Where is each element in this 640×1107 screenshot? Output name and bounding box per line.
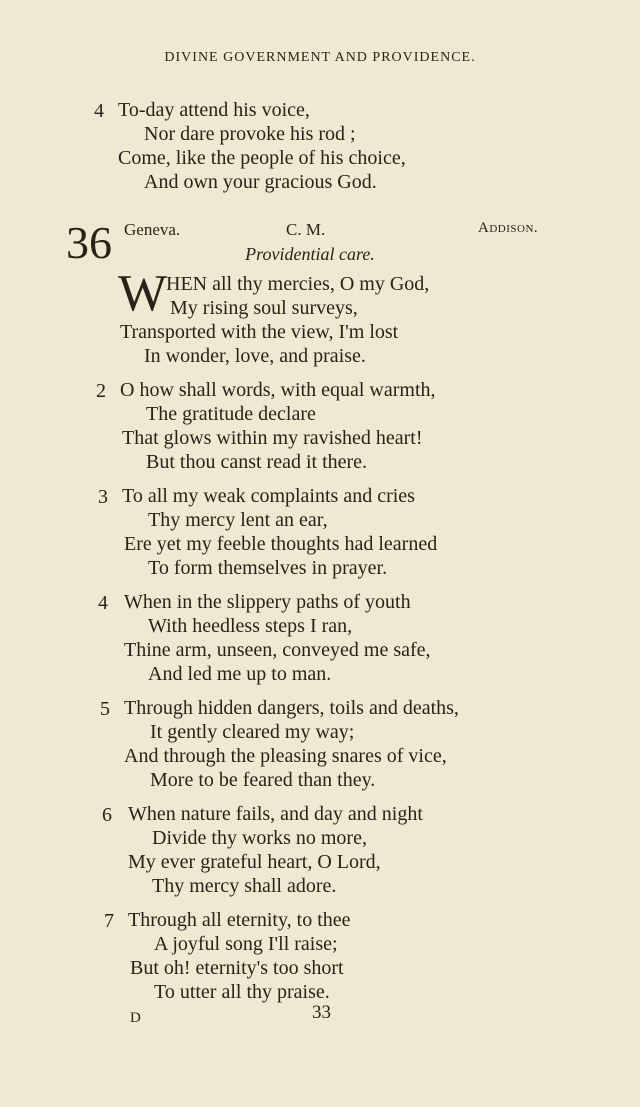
verse-line: To-day attend his voice, [118, 99, 310, 121]
verse-line: O how shall words, with equal warmth, [120, 379, 436, 401]
author: Addison. [478, 220, 539, 236]
verse-line: But thou canst read it there. [146, 451, 368, 473]
hymn-number: 36 [66, 217, 112, 268]
page-number: 33 [312, 1002, 331, 1023]
verse-number: 6 [102, 804, 112, 826]
verse-line: Through hidden dangers, toils and deaths, [124, 697, 459, 719]
meter: C. M. [286, 220, 326, 239]
verse-line: Thy mercy shall adore. [152, 875, 337, 897]
verse-line: A joyful song I'll raise; [154, 933, 338, 955]
verse-line: Nor dare provoke his rod ; [144, 123, 356, 145]
verse-line: Thy mercy lent an ear, [148, 509, 328, 531]
verse-line: Thine arm, unseen, conveyed me safe, [124, 639, 431, 661]
verse-line: When in the slippery paths of youth [124, 591, 411, 613]
verse-line: To utter all thy praise. [154, 981, 330, 1003]
verse-line: And through the pleasing snares of vice, [124, 745, 447, 767]
verse-line: Ere yet my feeble thoughts had learned [124, 533, 438, 555]
verse-number: 4 [98, 592, 108, 614]
verse-line: And led me up to man. [148, 663, 332, 685]
verse-line: In wonder, love, and praise. [144, 345, 366, 367]
verse-number: 4 [94, 100, 104, 122]
verse-line: The gratitude declare [146, 403, 316, 425]
running-head: DIVINE GOVERNMENT AND PROVIDENCE. [164, 50, 476, 65]
verse-line: My ever grateful heart, O Lord, [128, 851, 381, 873]
hymn-subject: Providential care. [245, 244, 375, 264]
verse-number: 2 [96, 380, 106, 402]
verse-line: But oh! eternity's too short [130, 957, 344, 979]
tune-name: Geneva. [124, 220, 181, 239]
verse-line: HEN all thy mercies, O my God, [166, 273, 430, 295]
verse-line: To all my weak complaints and cries [122, 485, 415, 507]
verse-line: And own your gracious God. [144, 171, 377, 193]
verse-line: Come, like the people of his choice, [118, 147, 406, 169]
verse-line: That glows within my ravished heart! [122, 427, 423, 449]
verse-number: 7 [104, 910, 114, 932]
verse-line: To form themselves in prayer. [148, 557, 388, 579]
verse-line: With heedless steps I ran, [148, 615, 353, 637]
verse-number: 5 [100, 698, 110, 720]
verse-number: 3 [98, 486, 108, 508]
verse-line: It gently cleared my way; [150, 721, 355, 743]
verse-line: Transported with the view, I'm lost [120, 321, 399, 343]
verse-line: More to be feared than they. [150, 769, 376, 791]
verse-line: Through all eternity, to thee [128, 909, 351, 931]
drop-cap: W [118, 265, 168, 322]
verse-line: Divide thy works no more, [152, 827, 367, 849]
verse-line: When nature fails, and day and night [128, 803, 423, 825]
signature-mark: D [130, 1010, 141, 1026]
verse-line: My rising soul surveys, [170, 297, 358, 319]
